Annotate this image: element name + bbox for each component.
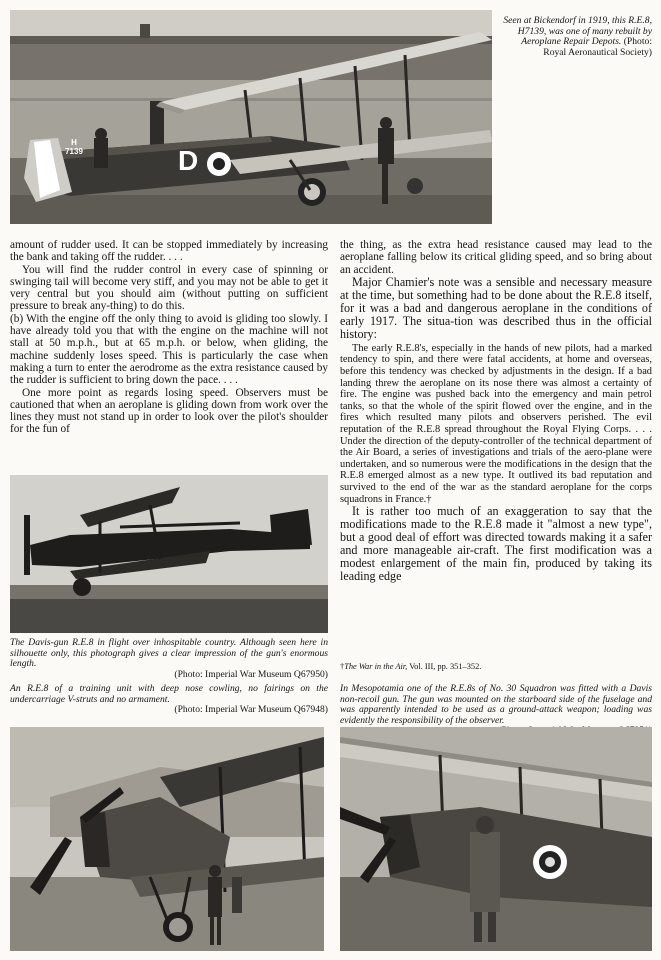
- official-history-quote: [340, 343, 652, 505]
- caption-text: Seen at Bickendorf in 1919, this R.E.8, H7139, was one of many rebuilt by Aeroplane Repair Depots.: [503, 15, 652, 48]
- caption-text: In Mesopotamia one of the R.E.8s of No. 30 Squadron was fitted with a Davis non-recoil gun. The gun was mounted on the starboard side of the fuselage and was apparently intended to be used as a ground-attack weapon; loading was evidently the responsibility of the observer.: [340, 683, 652, 726]
- caption-training: [10, 684, 328, 716]
- caption-davis-gun: [10, 638, 328, 680]
- footnote: [340, 662, 652, 672]
- caption-text: The Davis-gun R.E.8 in flight over inhospitable country. Although seen here in silhouette only, this photograph gives a clear impression of the gun's enormous length.: [10, 637, 328, 670]
- paragraph: Major Chamier's note was a sensible and necessary measure at the time, but something had to be done about the R.E.8 itself, for it was a bad and dangerous aeroplane in the conditions of early 1917. The situa-tion was described thus in the official history:: [340, 274, 652, 341]
- left-column-text: [10, 239, 328, 436]
- caption-bickendorf: [500, 16, 652, 58]
- photo-re8-bickendorf: [10, 10, 492, 224]
- paragraph: amount of rudder used. It can be stopped immediately by increasing the bank and taking off the rudder. . . .: [10, 239, 328, 264]
- photo-training-unit-re8: [10, 727, 324, 951]
- caption-text: An R.E.8 of a training unit with deep nose cowling, no fairings on the undercarriage V-struts and no armament.: [10, 683, 328, 705]
- paragraph: (b) With the engine off the only thing to avoid is gliding too slowly. I have already told you that with the engine on the machine will not stall at 50 m.p.h., but at 65 m.p.h. or below, when gliding, the machine suddenly loses speed. This is particularly the case when making a turn to enter the aerodrome as the extra resistance caused by the rudder is sufficient to bring down the pace. . . .: [10, 312, 328, 387]
- photo-davis-gun-flight: [10, 475, 328, 633]
- paragraph: You will find the rudder control in every case of spinning or swinging tail will become very stiff, and you may not be able to get it very central but you should aim (without putting on sufficient pressure to break any-thing) to do this.: [10, 263, 328, 313]
- photo-credit: (Photo: Royal Aeronautical Society): [543, 36, 652, 58]
- right-column-text: [340, 239, 652, 583]
- paragraph: One more point as regards losing speed. Observers must be cautioned that when an aeroplane is gliding down from work over the lines they must not stand up in order to look over the pilot's shoulder for the fun of: [10, 386, 328, 436]
- footnote-reference: Vol. III, pp. 351–352.: [409, 662, 482, 671]
- photo-credit: (Photo: Imperial War Museum Q67950): [174, 668, 328, 680]
- quote-text: The early R.E.8's, especially in the hands of new pilots, had a marked tendency to spin, and there were fatal accidents, at home and overseas, before this tendency was checked by adjustments in the design. If a bad landing threw the aeroplane on its nose there was almost a certainty of fire. The engine was pushed back into the emergency and main petrol tanks, so that the whole of the spirit flowed over the engine, and in the fires which resulted many pilots and observers perished. The evil reputation of the R.E.8 spread throughout the Royal Flying Corps. . . . Under the direction of the deputy-controller of the technical department of the Air Board, a series of investigations and trials of the aero-plane were undertaken, and so numerous were the modifications in the design that the R.E.8 emerged almost as a new type. It outlived its bad reputation and survived to the end of the war as the standard aeroplane for the corps squadrons in France.†: [340, 342, 652, 505]
- squadron-letter: D: [178, 145, 199, 176]
- footnote-mark: †: [340, 662, 345, 671]
- photo-credit: (Photo: Imperial War Museum Q67948): [174, 704, 328, 716]
- paragraph: It is rather too much of an exaggeration to say that the modifications made to the R.E.8 made it "almost a new type", but a good deal of effort was directed towards making it a safer and more manageable air-craft. The first modification was a modest enlargement of the main fin, produced by taking its leading edge: [340, 504, 652, 584]
- serial-marking: H 7139: [65, 138, 83, 156]
- photo-mesopotamia-re8: [340, 727, 652, 951]
- footnote-title: The War in the Air,: [344, 662, 408, 671]
- paragraph: the thing, as the extra head resistance caused may lead to the aeroplane falling below its critical gliding speed, and so bring about an accident.: [340, 239, 652, 276]
